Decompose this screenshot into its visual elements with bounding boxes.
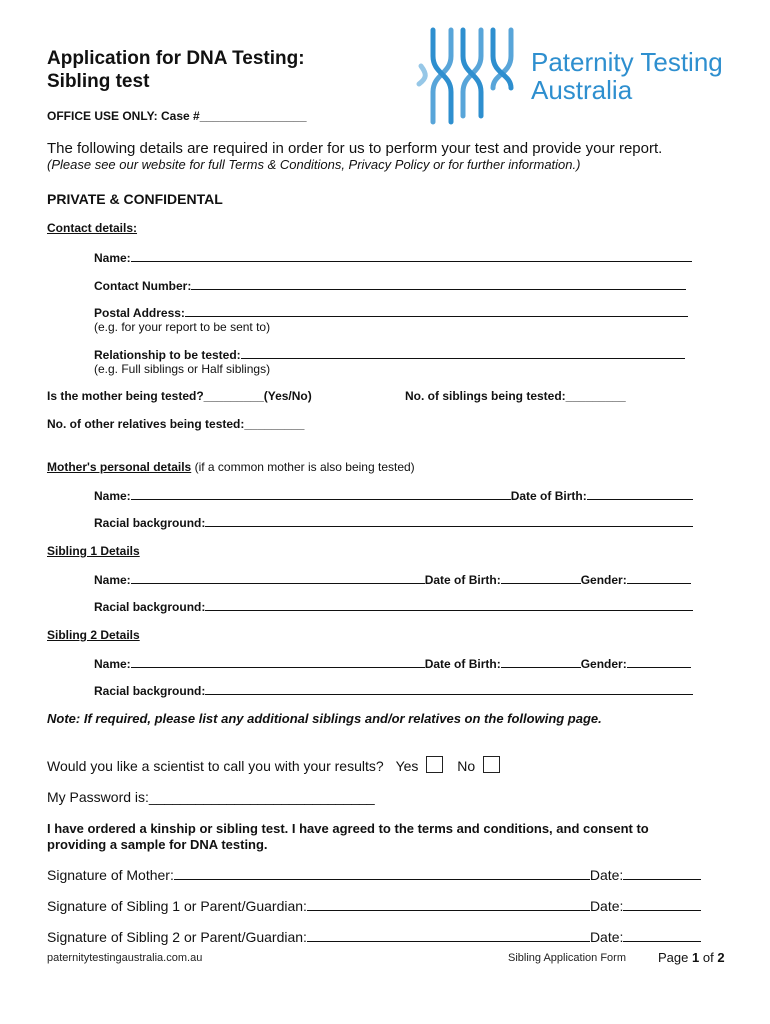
- contact-name-line[interactable]: [131, 250, 692, 262]
- sibling2-signature-row: [47, 929, 712, 945]
- contact-number-line[interactable]: [191, 278, 686, 290]
- sibling1-racial-line[interactable]: [205, 599, 693, 611]
- sibling1-signature-line[interactable]: [307, 899, 590, 911]
- page-of: of: [702, 950, 714, 965]
- siblings-count-field[interactable]: No. of siblings being tested:_________: [405, 389, 626, 403]
- sibling1-date-label: Date:: [589, 898, 624, 914]
- mother-tested-field[interactable]: Is the mother being tested?_________(Yes/No): [47, 389, 312, 403]
- mother-dob-line[interactable]: [587, 488, 693, 500]
- postal-address-label: Postal Address:: [94, 306, 185, 320]
- sibling1-racial-row: [94, 599, 704, 614]
- private-heading: PRIVATE & CONFIDENTAL: [47, 191, 223, 207]
- dna-helix-icon: [415, 26, 525, 126]
- postal-address-field[interactable]: [94, 305, 694, 320]
- mother-signature-row: [47, 867, 712, 883]
- sibling2-row: [94, 656, 704, 671]
- sibling1-dob-line[interactable]: [501, 572, 581, 584]
- mother-date-line[interactable]: [623, 868, 701, 880]
- relationship-label: Relationship to be tested:: [94, 348, 241, 362]
- sibling2-racial-line[interactable]: [205, 683, 693, 695]
- title-line-2: Sibling test: [47, 71, 150, 92]
- scientist-question: Would you like a scientist to call you with your results?: [47, 758, 384, 774]
- mother-date-label: Date:: [589, 867, 624, 883]
- mother-name-row: [94, 488, 704, 503]
- relationship-field[interactable]: [94, 347, 698, 362]
- sibling2-dob-line[interactable]: [501, 656, 581, 668]
- mother-heading-note: (if a common mother is also being tested): [194, 460, 415, 474]
- sibling1-dob-label: Date of Birth:: [424, 573, 501, 587]
- sibling2-signature-label: Signature of Sibling 2 or Parent/Guardian:: [47, 929, 307, 945]
- consent-line-1: I have ordered a kinship or sibling test. I have agreed to the terms and conditions, and consent to: [47, 821, 649, 836]
- relationship-hint: (e.g. Full siblings or Half siblings): [94, 362, 271, 376]
- contact-name-label: Name:: [94, 251, 131, 265]
- sibling2-name-label: Name:: [94, 657, 131, 671]
- sibling2-gender-line[interactable]: [627, 656, 691, 668]
- sibling1-signature-row: [47, 898, 712, 914]
- scientist-call-row: [47, 756, 500, 774]
- page-current: 1: [692, 950, 700, 965]
- sibling2-gender-label: Gender:: [580, 657, 627, 671]
- sibling2-signature-line[interactable]: [307, 930, 590, 942]
- mother-heading: Mother's personal details: [47, 460, 192, 474]
- yes-checkbox[interactable]: [426, 756, 443, 773]
- page-total: 2: [717, 950, 725, 965]
- logo-line-2: Australia: [531, 75, 633, 105]
- sibling2-date-line[interactable]: [623, 930, 701, 942]
- contact-name-field[interactable]: [94, 250, 694, 265]
- sibling1-name-label: Name:: [94, 573, 131, 587]
- sibling1-gender-line[interactable]: [627, 572, 691, 584]
- mother-heading-row: [47, 460, 415, 474]
- mother-signature-label: Signature of Mother:: [47, 867, 174, 883]
- title-line-1: Application for DNA Testing:: [47, 48, 305, 69]
- mother-racial-row: [94, 515, 704, 530]
- contact-number-label: Contact Number:: [94, 279, 192, 293]
- sibling2-date-label: Date:: [589, 929, 624, 945]
- mother-dob-label: Date of Birth:: [510, 489, 587, 503]
- contact-heading: Contact details:: [47, 221, 138, 235]
- sibling1-row: [94, 572, 704, 587]
- sibling1-date-line[interactable]: [623, 899, 701, 911]
- sibling2-heading: Sibling 2 Details: [47, 628, 140, 642]
- footer-form-name: Sibling Application Form: [508, 952, 627, 964]
- sibling2-name-line[interactable]: [131, 656, 425, 668]
- yes-label: Yes: [395, 758, 419, 774]
- sibling1-signature-label: Signature of Sibling 1 or Parent/Guardian:: [47, 898, 307, 914]
- footer-website: paternitytestingaustralia.com.au: [47, 952, 203, 964]
- password-field[interactable]: My Password is:_____________________________: [47, 789, 375, 805]
- other-relatives-field[interactable]: No. of other relatives being tested:_________: [47, 417, 305, 431]
- postal-address-line[interactable]: [185, 305, 688, 317]
- mother-name-line[interactable]: [131, 488, 511, 500]
- relationship-line[interactable]: [241, 347, 685, 359]
- footer-page-number: [658, 950, 725, 965]
- postal-hint: (e.g. for your report to be sent to): [94, 320, 271, 334]
- contact-number-field[interactable]: [94, 278, 694, 293]
- consent-line-2: providing a sample for DNA testing.: [47, 837, 268, 852]
- sibling1-heading: Sibling 1 Details: [47, 544, 140, 558]
- no-checkbox[interactable]: [483, 756, 500, 773]
- sibling1-gender-label: Gender:: [580, 573, 627, 587]
- mother-racial-line[interactable]: [205, 515, 693, 527]
- page-title: [47, 47, 305, 93]
- intro-note: (Please see our website for full Terms & Conditions, Privacy Policy or for further information.): [47, 157, 581, 172]
- logo-line-1: Paternity Testing: [531, 47, 723, 77]
- logo-text: [531, 48, 723, 104]
- sibling2-racial-label: Racial background:: [94, 684, 206, 698]
- mother-racial-label: Racial background:: [94, 516, 206, 530]
- sibling1-name-line[interactable]: [131, 572, 425, 584]
- sibling2-racial-row: [94, 683, 704, 698]
- intro-text: The following details are required in order for us to perform your test and provide your report.: [47, 140, 663, 157]
- page-prefix: Page: [658, 950, 689, 965]
- additional-note: Note: If required, please list any additional siblings and/or relatives on the following page.: [47, 711, 602, 726]
- no-label: No: [457, 758, 476, 774]
- sibling2-dob-label: Date of Birth:: [424, 657, 501, 671]
- mother-name-label: Name:: [94, 489, 131, 503]
- sibling1-racial-label: Racial background:: [94, 600, 206, 614]
- mother-signature-line[interactable]: [174, 868, 590, 880]
- office-use-field[interactable]: OFFICE USE ONLY: Case #________________: [47, 109, 307, 123]
